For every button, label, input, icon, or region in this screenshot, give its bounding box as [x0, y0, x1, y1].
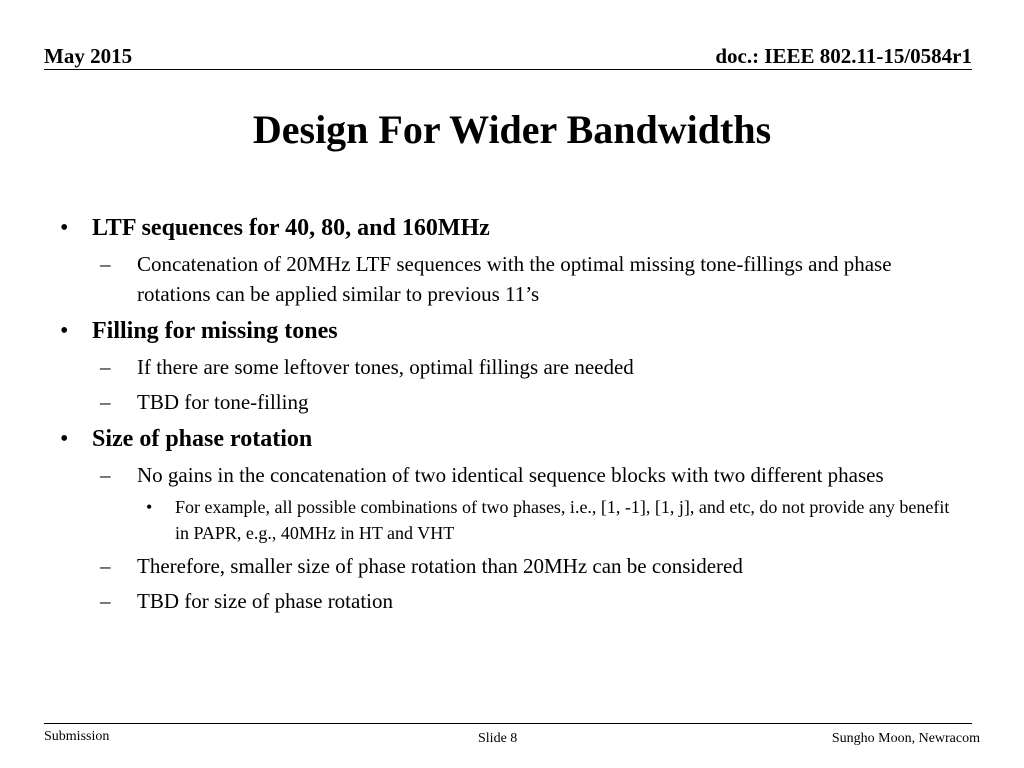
sub-bullet-text: TBD for tone-filling: [137, 390, 309, 414]
bullet-marker: •: [60, 426, 69, 452]
slide-body: [60, 212, 960, 616]
sub-sub-bullet-text: For example, all possible combinations of two phases, i.e., [1, -1], [1, j], and etc, do not provide any benefit in PAPR, e.g., 40MHz in HT and VHT: [175, 497, 950, 543]
sub-bullet-no-gains: [60, 460, 960, 490]
dash-marker: –: [100, 390, 111, 414]
bullet-marker: •: [60, 318, 69, 344]
slide-title: Design For Wider Bandwidths: [252, 107, 772, 152]
sub-bullet-smaller-size: [60, 551, 960, 581]
sub-bullet-leftover-tones: [60, 352, 960, 382]
sub-bullet-text: No gains in the concatenation of two identical sequence blocks with two different phases: [137, 463, 884, 487]
footer-submission: Submission: [44, 729, 110, 744]
sub-bullet-concatenation: [60, 249, 960, 309]
bullet-text: Filling for missing tones: [92, 318, 338, 344]
bullet-size-phase-rotation: [60, 423, 960, 455]
header-divider: [44, 69, 972, 70]
small-bullet-marker: •: [146, 497, 153, 517]
bullet-text: Size of phase rotation: [92, 426, 313, 452]
bullet-ltf-sequences: [60, 212, 960, 244]
bullet-text: LTF sequences for 40, 80, and 160MHz: [92, 215, 490, 241]
dash-marker: –: [100, 252, 111, 276]
footer-slide-number: Slide 8: [478, 731, 518, 746]
header-doc-id: doc.: IEEE 802.11-15/0584r1: [715, 44, 972, 68]
footer-divider: [44, 723, 972, 724]
sub-bullet-text: TBD for size of phase rotation: [137, 589, 394, 613]
header-date: May 2015: [44, 44, 133, 68]
footer-author: Sungho Moon, Newracom: [831, 731, 980, 746]
sub-sub-bullet-example: [60, 494, 960, 546]
bullet-marker: •: [60, 215, 69, 241]
sub-bullet-text: If there are some leftover tones, optimal fillings are needed: [137, 355, 634, 379]
dash-marker: –: [100, 355, 111, 379]
sub-bullet-text: Concatenation of 20MHz LTF sequences with the optimal missing tone-fillings and phase rotations can be applied similar to previous 11’s: [137, 252, 892, 306]
dash-marker: –: [100, 589, 111, 613]
bullet-filling-missing-tones: [60, 315, 960, 347]
sub-bullet-tbd-tone-filling: [60, 387, 960, 417]
dash-marker: –: [100, 554, 111, 578]
sub-bullet-text: Therefore, smaller size of phase rotation than 20MHz can be considered: [137, 554, 743, 578]
sub-bullet-tbd-phase-rotation: [60, 586, 960, 616]
dash-marker: –: [100, 463, 111, 487]
